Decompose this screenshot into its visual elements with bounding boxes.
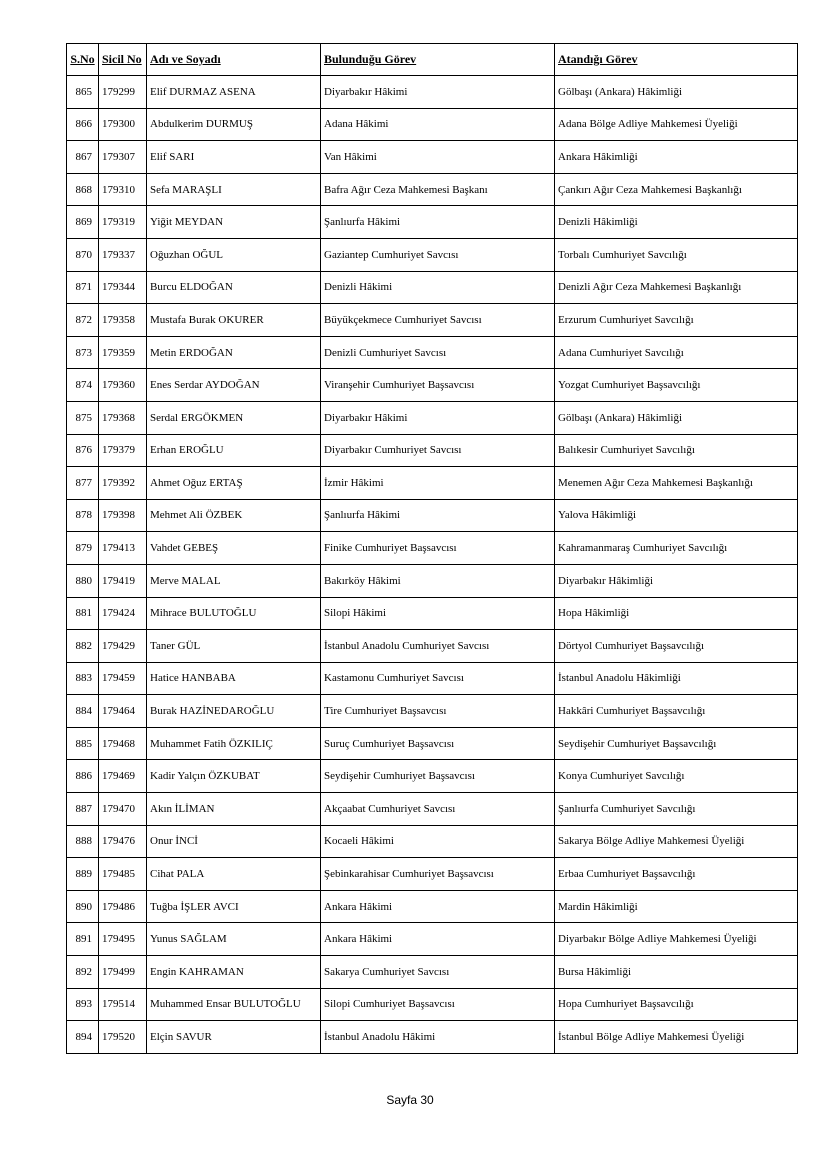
cell-name: Abdulkerim DURMUŞ xyxy=(147,108,321,141)
cell-current-position: Silopi Cumhuriyet Başsavcısı xyxy=(321,988,555,1021)
cell-sicil-no: 179359 xyxy=(99,336,147,369)
table-row xyxy=(67,890,798,923)
cell-name: Cihat PALA xyxy=(147,858,321,891)
cell-name: Sefa MARAŞLI xyxy=(147,173,321,206)
cell-sno: 893 xyxy=(67,988,99,1021)
table-row xyxy=(67,727,798,760)
cell-current-position: İstanbul Anadolu Cumhuriyet Savcısı xyxy=(321,630,555,663)
cell-sno: 890 xyxy=(67,890,99,923)
table-body xyxy=(67,76,798,1054)
cell-sicil-no: 179419 xyxy=(99,564,147,597)
cell-sno: 889 xyxy=(67,858,99,891)
table-row xyxy=(67,271,798,304)
cell-name: Elif DURMAZ ASENA xyxy=(147,76,321,109)
cell-assigned-position: Yozgat Cumhuriyet Başsavcılığı xyxy=(555,369,798,402)
cell-sno: 883 xyxy=(67,662,99,695)
cell-name: Burak HAZİNEDAROĞLU xyxy=(147,695,321,728)
table-row xyxy=(67,467,798,500)
cell-current-position: Bakırköy Hâkimi xyxy=(321,564,555,597)
cell-sicil-no: 179495 xyxy=(99,923,147,956)
table-row xyxy=(67,206,798,239)
cell-sno: 881 xyxy=(67,597,99,630)
cell-assigned-position: Hopa Cumhuriyet Başsavcılığı xyxy=(555,988,798,1021)
cell-assigned-position: Gölbaşı (Ankara) Hâkimliği xyxy=(555,401,798,434)
cell-sno: 888 xyxy=(67,825,99,858)
cell-current-position: Suruç Cumhuriyet Başsavcısı xyxy=(321,727,555,760)
cell-current-position: Denizli Cumhuriyet Savcısı xyxy=(321,336,555,369)
cell-sicil-no: 179485 xyxy=(99,858,147,891)
header-current-position: Bulunduğu Görev xyxy=(321,44,555,76)
cell-current-position: Gaziantep Cumhuriyet Savcısı xyxy=(321,238,555,271)
table-row xyxy=(67,76,798,109)
header-sno: S.No xyxy=(67,44,99,76)
table-row xyxy=(67,956,798,989)
cell-current-position: Tire Cumhuriyet Başsavcısı xyxy=(321,695,555,728)
table-row xyxy=(67,336,798,369)
cell-sno: 871 xyxy=(67,271,99,304)
cell-current-position: Adana Hâkimi xyxy=(321,108,555,141)
table-row xyxy=(67,238,798,271)
cell-name: Taner GÜL xyxy=(147,630,321,663)
cell-assigned-position: Denizli Ağır Ceza Mahkemesi Başkanlığı xyxy=(555,271,798,304)
cell-assigned-position: Adana Cumhuriyet Savcılığı xyxy=(555,336,798,369)
cell-current-position: Seydişehir Cumhuriyet Başsavcısı xyxy=(321,760,555,793)
cell-sno: 865 xyxy=(67,76,99,109)
cell-name: Elçin SAVUR xyxy=(147,1021,321,1054)
cell-assigned-position: Erbaa Cumhuriyet Başsavcılığı xyxy=(555,858,798,891)
cell-current-position: Diyarbakır Hâkimi xyxy=(321,401,555,434)
cell-name: Muhammet Fatih ÖZKILIÇ xyxy=(147,727,321,760)
cell-assigned-position: Sakarya Bölge Adliye Mahkemesi Üyeliği xyxy=(555,825,798,858)
cell-name: Mustafa Burak OKURER xyxy=(147,304,321,337)
cell-sicil-no: 179469 xyxy=(99,760,147,793)
cell-assigned-position: İstanbul Anadolu Hâkimliği xyxy=(555,662,798,695)
cell-sno: 882 xyxy=(67,630,99,663)
cell-current-position: Viranşehir Cumhuriyet Başsavcısı xyxy=(321,369,555,402)
cell-sicil-no: 179486 xyxy=(99,890,147,923)
cell-sno: 885 xyxy=(67,727,99,760)
table-row xyxy=(67,304,798,337)
cell-current-position: İzmir Hâkimi xyxy=(321,467,555,500)
cell-sno: 874 xyxy=(67,369,99,402)
table-row xyxy=(67,825,798,858)
cell-name: Onur İNCİ xyxy=(147,825,321,858)
cell-assigned-position: Gölbaşı (Ankara) Hâkimliği xyxy=(555,76,798,109)
cell-sno: 876 xyxy=(67,434,99,467)
cell-sicil-no: 179520 xyxy=(99,1021,147,1054)
cell-sicil-no: 179344 xyxy=(99,271,147,304)
header-assigned-position: Atandığı Görev xyxy=(555,44,798,76)
cell-current-position: İstanbul Anadolu Hâkimi xyxy=(321,1021,555,1054)
table-row xyxy=(67,630,798,663)
table-row xyxy=(67,401,798,434)
cell-assigned-position: Çankırı Ağır Ceza Mahkemesi Başkanlığı xyxy=(555,173,798,206)
cell-sno: 894 xyxy=(67,1021,99,1054)
cell-current-position: Şanlıurfa Hâkimi xyxy=(321,499,555,532)
cell-name: Vahdet GEBEŞ xyxy=(147,532,321,565)
cell-name: Mehmet Ali ÖZBEK xyxy=(147,499,321,532)
cell-assigned-position: Torbalı Cumhuriyet Savcılığı xyxy=(555,238,798,271)
header-sicil-no: Sicil No xyxy=(99,44,147,76)
cell-assigned-position: Adana Bölge Adliye Mahkemesi Üyeliği xyxy=(555,108,798,141)
cell-name: Mihrace BULUTOĞLU xyxy=(147,597,321,630)
cell-current-position: Sakarya Cumhuriyet Savcısı xyxy=(321,956,555,989)
cell-sno: 887 xyxy=(67,793,99,826)
cell-sicil-no: 179360 xyxy=(99,369,147,402)
cell-assigned-position: İstanbul Bölge Adliye Mahkemesi Üyeliği xyxy=(555,1021,798,1054)
cell-sicil-no: 179476 xyxy=(99,825,147,858)
table-row xyxy=(67,662,798,695)
table-row xyxy=(67,858,798,891)
cell-current-position: Silopi Hâkimi xyxy=(321,597,555,630)
table-row xyxy=(67,988,798,1021)
table-row xyxy=(67,564,798,597)
cell-sno: 867 xyxy=(67,141,99,174)
cell-sno: 877 xyxy=(67,467,99,500)
table-row xyxy=(67,369,798,402)
cell-assigned-position: Denizli Hâkimliği xyxy=(555,206,798,239)
cell-sno: 878 xyxy=(67,499,99,532)
cell-sicil-no: 179429 xyxy=(99,630,147,663)
cell-assigned-position: Seydişehir Cumhuriyet Başsavcılığı xyxy=(555,727,798,760)
cell-sno: 879 xyxy=(67,532,99,565)
table-row xyxy=(67,434,798,467)
cell-current-position: Kastamonu Cumhuriyet Savcısı xyxy=(321,662,555,695)
cell-current-position: Finike Cumhuriyet Başsavcısı xyxy=(321,532,555,565)
cell-name: Merve MALAL xyxy=(147,564,321,597)
cell-name: Yunus SAĞLAM xyxy=(147,923,321,956)
cell-assigned-position: Hakkâri Cumhuriyet Başsavcılığı xyxy=(555,695,798,728)
cell-current-position: Akçaabat Cumhuriyet Savcısı xyxy=(321,793,555,826)
cell-sno: 866 xyxy=(67,108,99,141)
cell-sicil-no: 179514 xyxy=(99,988,147,1021)
cell-sno: 875 xyxy=(67,401,99,434)
cell-name: Erhan EROĞLU xyxy=(147,434,321,467)
cell-sno: 892 xyxy=(67,956,99,989)
cell-sicil-no: 179310 xyxy=(99,173,147,206)
cell-sicil-no: 179307 xyxy=(99,141,147,174)
table-row xyxy=(67,923,798,956)
cell-current-position: Denizli Hâkimi xyxy=(321,271,555,304)
cell-sicil-no: 179470 xyxy=(99,793,147,826)
cell-assigned-position: Balıkesir Cumhuriyet Savcılığı xyxy=(555,434,798,467)
cell-name: Tuğba İŞLER AVCI xyxy=(147,890,321,923)
cell-assigned-position: Erzurum Cumhuriyet Savcılığı xyxy=(555,304,798,337)
table-header-row xyxy=(67,44,798,76)
cell-name: Burcu ELDOĞAN xyxy=(147,271,321,304)
cell-sno: 884 xyxy=(67,695,99,728)
cell-sicil-no: 179392 xyxy=(99,467,147,500)
cell-current-position: Van Hâkimi xyxy=(321,141,555,174)
header-name: Adı ve Soyadı xyxy=(147,44,321,76)
cell-assigned-position: Bursa Hâkimliği xyxy=(555,956,798,989)
table-row xyxy=(67,108,798,141)
cell-name: Elif SARI xyxy=(147,141,321,174)
table-row xyxy=(67,532,798,565)
cell-name: Enes Serdar AYDOĞAN xyxy=(147,369,321,402)
cell-sicil-no: 179299 xyxy=(99,76,147,109)
cell-assigned-position: Ankara Hâkimliği xyxy=(555,141,798,174)
cell-assigned-position: Diyarbakır Hâkimliği xyxy=(555,564,798,597)
assignment-table xyxy=(66,43,798,1054)
cell-sicil-no: 179368 xyxy=(99,401,147,434)
cell-assigned-position: Diyarbakır Bölge Adliye Mahkemesi Üyeliği xyxy=(555,923,798,956)
cell-name: Ahmet Oğuz ERTAŞ xyxy=(147,467,321,500)
cell-sicil-no: 179379 xyxy=(99,434,147,467)
cell-assigned-position: Mardin Hâkimliği xyxy=(555,890,798,923)
cell-sicil-no: 179358 xyxy=(99,304,147,337)
cell-current-position: Ankara Hâkimi xyxy=(321,923,555,956)
cell-assigned-position: Yalova Hâkimliği xyxy=(555,499,798,532)
cell-sicil-no: 179468 xyxy=(99,727,147,760)
cell-sicil-no: 179464 xyxy=(99,695,147,728)
cell-name: Metin ERDOĞAN xyxy=(147,336,321,369)
cell-sicil-no: 179459 xyxy=(99,662,147,695)
cell-current-position: Ankara Hâkimi xyxy=(321,890,555,923)
cell-sno: 872 xyxy=(67,304,99,337)
cell-name: Kadir Yalçın ÖZKUBAT xyxy=(147,760,321,793)
cell-current-position: Büyükçekmece Cumhuriyet Savcısı xyxy=(321,304,555,337)
cell-sicil-no: 179300 xyxy=(99,108,147,141)
cell-assigned-position: Hopa Hâkimliği xyxy=(555,597,798,630)
table-row xyxy=(67,760,798,793)
cell-sno: 873 xyxy=(67,336,99,369)
cell-sno: 891 xyxy=(67,923,99,956)
cell-assigned-position: Dörtyol Cumhuriyet Başsavcılığı xyxy=(555,630,798,663)
cell-current-position: Diyarbakır Cumhuriyet Savcısı xyxy=(321,434,555,467)
cell-sicil-no: 179398 xyxy=(99,499,147,532)
cell-name: Hatice HANBABA xyxy=(147,662,321,695)
cell-sno: 870 xyxy=(67,238,99,271)
cell-sno: 886 xyxy=(67,760,99,793)
cell-sicil-no: 179499 xyxy=(99,956,147,989)
cell-current-position: Bafra Ağır Ceza Mahkemesi Başkanı xyxy=(321,173,555,206)
table-row xyxy=(67,793,798,826)
cell-sicil-no: 179337 xyxy=(99,238,147,271)
cell-assigned-position: Menemen Ağır Ceza Mahkemesi Başkanlığı xyxy=(555,467,798,500)
cell-current-position: Diyarbakır Hâkimi xyxy=(321,76,555,109)
table-row xyxy=(67,173,798,206)
cell-name: Akın İLİMAN xyxy=(147,793,321,826)
cell-assigned-position: Konya Cumhuriyet Savcılığı xyxy=(555,760,798,793)
table-row xyxy=(67,695,798,728)
cell-name: Muhammed Ensar BULUTOĞLU xyxy=(147,988,321,1021)
cell-current-position: Şanlıurfa Hâkimi xyxy=(321,206,555,239)
table-row xyxy=(67,597,798,630)
cell-sicil-no: 179319 xyxy=(99,206,147,239)
cell-sno: 869 xyxy=(67,206,99,239)
cell-assigned-position: Kahramanmaraş Cumhuriyet Savcılığı xyxy=(555,532,798,565)
cell-sicil-no: 179424 xyxy=(99,597,147,630)
table-row xyxy=(67,1021,798,1054)
table-row xyxy=(67,141,798,174)
cell-sno: 868 xyxy=(67,173,99,206)
cell-current-position: Kocaeli Hâkimi xyxy=(321,825,555,858)
cell-name: Engin KAHRAMAN xyxy=(147,956,321,989)
cell-sno: 880 xyxy=(67,564,99,597)
cell-name: Yiğit MEYDAN xyxy=(147,206,321,239)
table-row xyxy=(67,499,798,532)
page-number: Sayfa 30 xyxy=(386,1093,434,1107)
cell-assigned-position: Şanlıurfa Cumhuriyet Savcılığı xyxy=(555,793,798,826)
cell-sicil-no: 179413 xyxy=(99,532,147,565)
cell-name: Oğuzhan OĞUL xyxy=(147,238,321,271)
cell-name: Serdal ERGÖKMEN xyxy=(147,401,321,434)
cell-current-position: Şebinkarahisar Cumhuriyet Başsavcısı xyxy=(321,858,555,891)
